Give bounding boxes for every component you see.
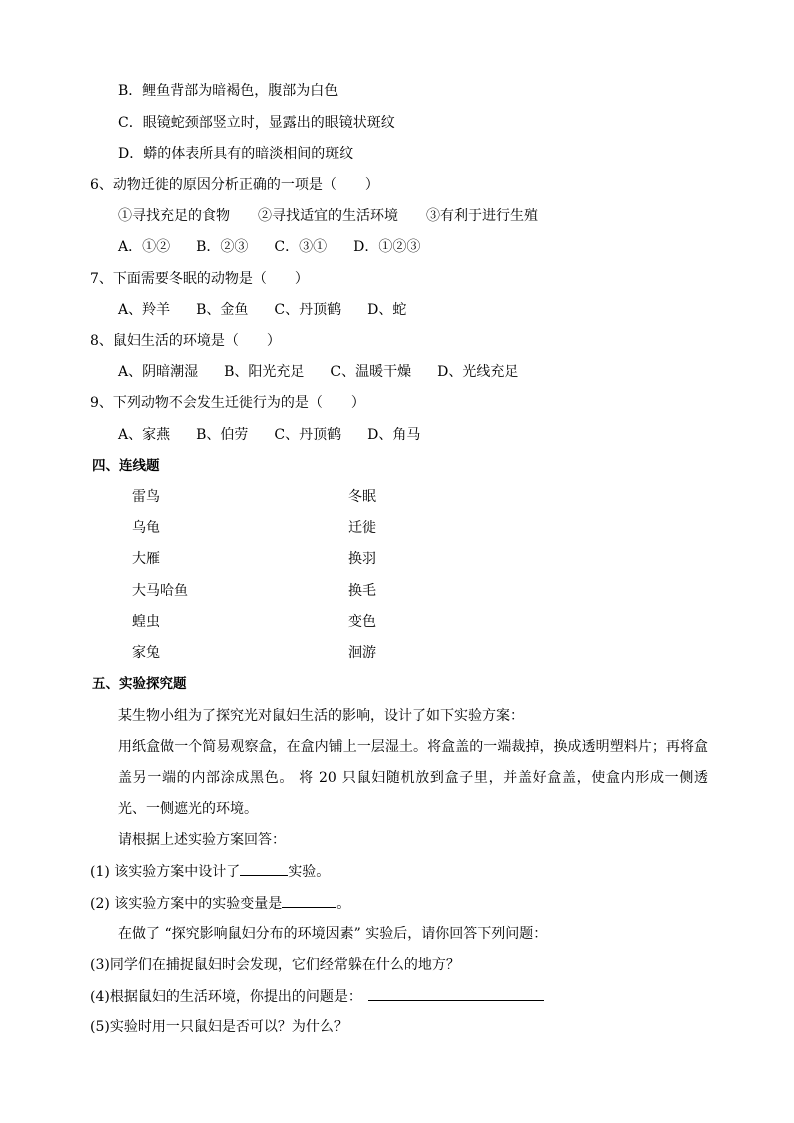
match-right-item: 冬眠 xyxy=(348,489,376,505)
match-right-item: 迁徙 xyxy=(348,520,376,536)
q7-option-d: D、蛇 xyxy=(367,302,407,318)
q5-option-d: D．蟒的体表所具有的暗淡相间的斑纹 xyxy=(118,146,354,162)
q7-option-b: B、金鱼 xyxy=(196,302,249,318)
match-right-item: 变色 xyxy=(348,614,376,630)
q5-option-c: C．眼镜蛇颈部竖立时，显露出的眼镜状斑纹 xyxy=(118,115,395,131)
answer-blank-2[interactable] xyxy=(282,893,336,908)
q8-option-a: A、阴暗潮湿 xyxy=(118,364,199,380)
sub-question-5: (5)实验时用一只鼠妇是否可以？为什么？ xyxy=(90,1019,348,1035)
q8-options xyxy=(118,362,518,382)
q6-option-c: C．③① xyxy=(274,239,328,255)
sub-question-2 xyxy=(90,893,350,914)
q9-stem: 9、下列动物不会发生迁徙行为的是（ ） xyxy=(90,395,365,411)
q8-option-c: C、温暖干燥 xyxy=(330,364,412,380)
q9-option-b: B、伯劳 xyxy=(196,427,249,443)
q6-option-d: D．①②③ xyxy=(353,239,421,255)
q9-option-d: D、角马 xyxy=(367,427,421,443)
answer-blank-1[interactable] xyxy=(240,861,288,876)
match-left-item: 家兔 xyxy=(132,645,160,661)
q8-option-b: B、阳光充足 xyxy=(224,364,305,380)
sub-question-4 xyxy=(90,986,544,1007)
q6-stem: 6、动物迁徙的原因分析正确的一项是（ ） xyxy=(90,177,379,193)
match-left-item: 雷鸟 xyxy=(132,489,160,505)
sub-question-2-tail: 。 xyxy=(336,896,351,912)
experiment-plan: 用纸盒做一个简易观察盒，在盒内铺上一层湿土。将盒盖的一端裁掉，换成透明塑料片；再将盒盖另一端的内部涂成黑色。 将 20 只鼠妇随机放到盒子里，并盖好盒盖，使盒内形成一侧透光、一侧遮光的环境。 xyxy=(118,739,708,817)
q9-option-a: A、家燕 xyxy=(118,427,171,443)
q8-option-d: D、光线充足 xyxy=(437,364,519,380)
q5-option-b: B．鲤鱼背部为暗褐色，腹部为白色 xyxy=(118,83,339,99)
q6-option-b: B．②③ xyxy=(196,239,249,255)
q6-item-2: ②寻找适宜的生活环境 xyxy=(258,208,398,224)
q7-stem: 7、下面需要冬眠的动物是（ ） xyxy=(90,271,309,287)
match-left-item: 大马哈鱼 xyxy=(132,583,188,599)
match-right-item: 洄游 xyxy=(348,645,376,661)
section-5-title: 五、实验探究题 xyxy=(92,676,187,692)
match-left-item: 蝗虫 xyxy=(132,614,160,630)
sub-question-4-text: (4)根据鼠妇的生活环境，你提出的问题是： xyxy=(90,989,362,1005)
q9-option-c: C、丹顶鹤 xyxy=(274,427,342,443)
sub-question-1-tail: 实验。 xyxy=(288,864,331,880)
section-4-title: 四、连线题 xyxy=(92,458,160,474)
experiment-context: 在做了 “探究影响鼠妇分布的环境因素” 实验后，请你回答下列问题： xyxy=(118,926,548,942)
q6-options xyxy=(118,237,420,257)
q6-option-a: A．①② xyxy=(118,239,171,255)
sub-question-1 xyxy=(90,861,330,882)
match-right-item: 换毛 xyxy=(348,583,376,599)
sub-question-3: (3)同学们在捕捉鼠妇时会发现，它们经常躲在什么的地方？ xyxy=(90,957,460,973)
answer-prompt: 请根据上述实验方案回答： xyxy=(118,832,286,848)
q7-option-a: A、羚羊 xyxy=(118,302,171,318)
answer-blank-4[interactable] xyxy=(368,986,544,1001)
q7-option-c: C、丹顶鹤 xyxy=(274,302,342,318)
sub-question-1-text: (1) 该实验方案中设计了 xyxy=(90,864,241,880)
section-5-intro: 某生物小组为了探究光对鼠妇生活的影响，设计了如下实验方案： xyxy=(118,708,524,724)
q6-item-1: ①寻找充足的食物 xyxy=(118,208,230,224)
match-right-item: 换羽 xyxy=(348,551,376,567)
q6-item-3: ③有利于进行生殖 xyxy=(426,208,538,224)
sub-question-2-text: (2) 该实验方案中的实验变量是 xyxy=(90,896,283,912)
q7-options xyxy=(118,300,406,320)
match-left-item: 乌龟 xyxy=(132,520,160,536)
q8-stem: 8、鼠妇生活的环境是（ ） xyxy=(90,333,281,349)
q9-options xyxy=(118,425,420,445)
match-left-item: 大雁 xyxy=(132,551,160,567)
q6-items xyxy=(118,206,566,226)
